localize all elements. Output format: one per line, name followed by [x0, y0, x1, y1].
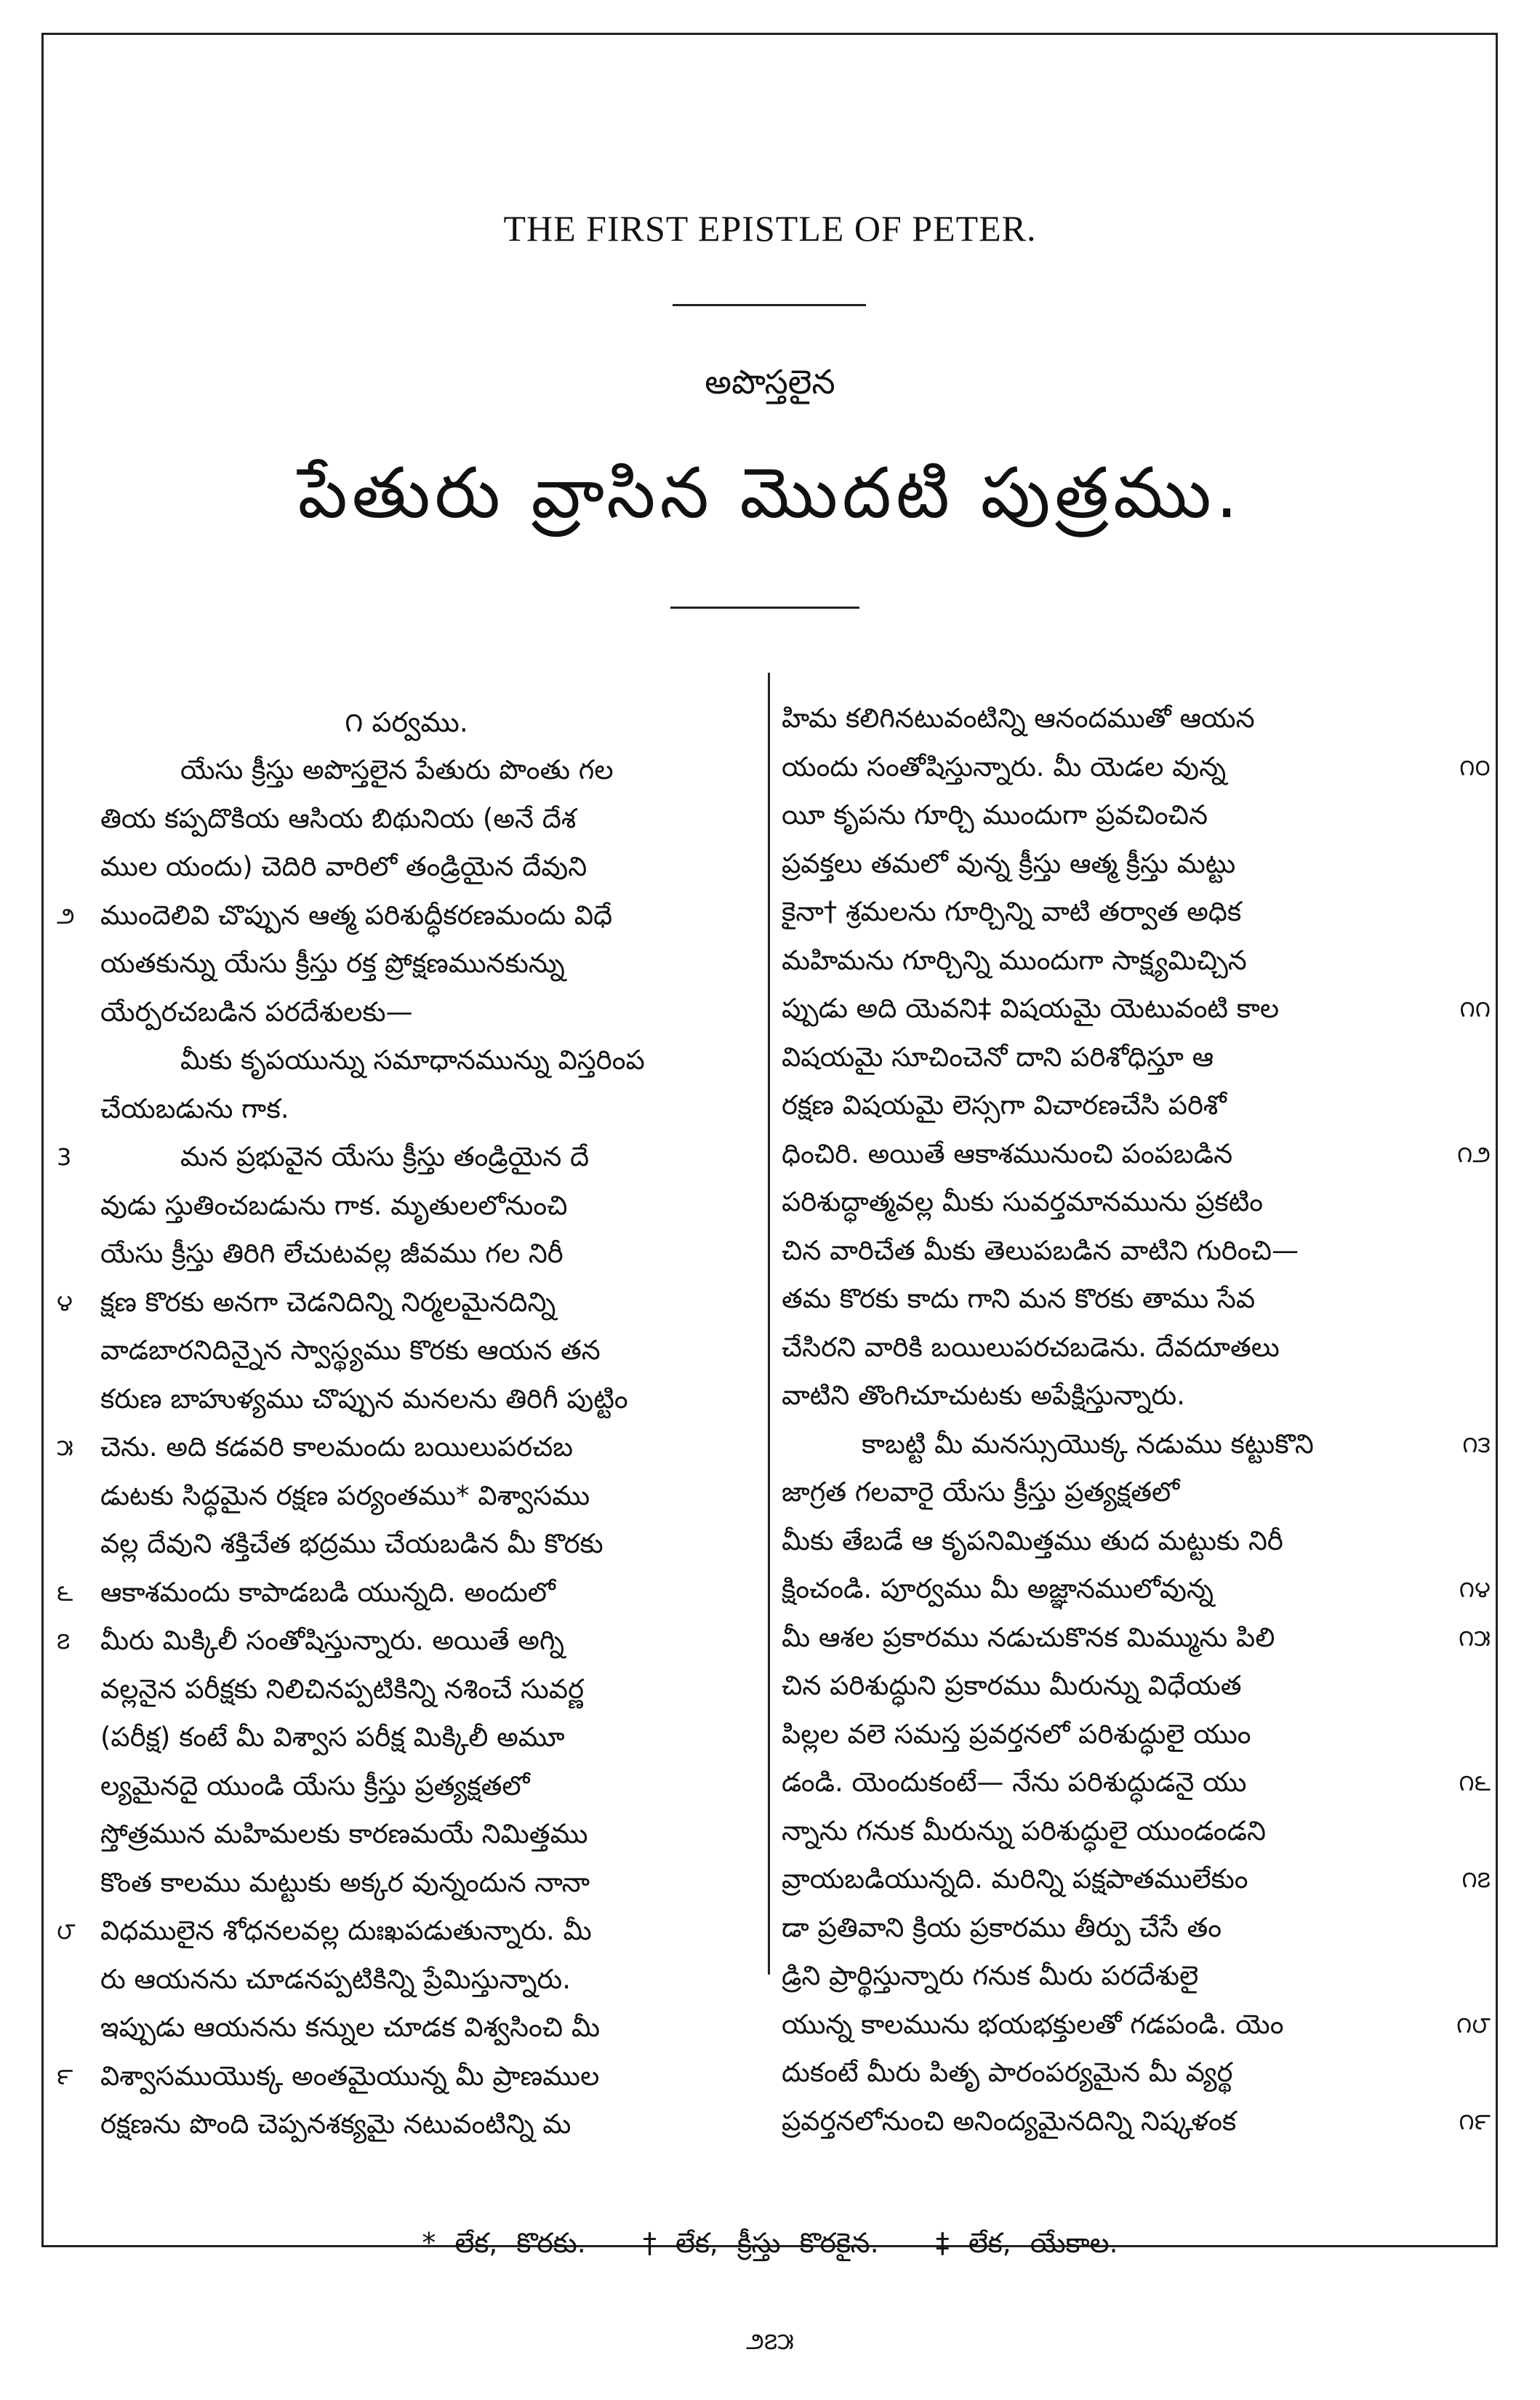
verse-text: వాటిని తొంగిచూచుటకు అపేక్షిస్తున్నారు. [782, 1380, 1185, 1411]
verse-text: కొంత కాలము మట్టుకు అక్కర వున్నందున నానా [100, 1866, 590, 1898]
text-line [782, 1130, 1491, 1179]
text-line [782, 1662, 1491, 1711]
verse-text: జాగ్రత గలవారై యేసు క్రీస్తు ప్రత్యక్షతలో [782, 1476, 1180, 1508]
text-line [782, 2049, 1491, 2097]
text-line [57, 1956, 756, 2004]
verse-number: ౪ [57, 1288, 73, 1316]
verse-text: న్నాను గనుక మీరున్ను పరిశుద్ధులై యుండండని [782, 1815, 1266, 1847]
text-line [782, 1275, 1491, 1324]
text-line [782, 1855, 1491, 1904]
text-line [782, 937, 1491, 985]
text-line [57, 2004, 756, 2052]
text-line [57, 1327, 756, 1375]
verse-text: దుకంటే మీరు పితృ పారంపర్యమైన మీ వ్యర్థ [782, 2057, 1233, 2088]
text-line [782, 1227, 1491, 1276]
verse-text: ప్రవర్తనలోనుంచి అనింద్యమైనదిన్ని నిష్కళంక [782, 2105, 1237, 2137]
verse-text: (పరీక్ష) కంటే మీ విశ్వాస పరీక్ష మిక్కిలీ అమూ [100, 1721, 565, 1753]
text-line [782, 1420, 1491, 1469]
verse-text: కైనా† శ్రమలను గూర్చిన్ని వాటి తర్వాత అధిక [782, 896, 1242, 927]
text-line [57, 1133, 756, 1182]
text-line [57, 1665, 756, 1714]
text-line [782, 1904, 1491, 1953]
verse-text: పిల్లల వలె సమస్త ప్రవర్తనలో పరిశుద్ధులై యుం [782, 1718, 1251, 1750]
verse-text: చిన వారిచేత మీకు తెలుపబడిన వాటిని గురించి— [782, 1234, 1299, 1266]
page-number: ౨౭౫ [746, 2327, 794, 2355]
verse-text: ల్యమైనదై యుండి యేసు క్రీస్తు ప్రత్యక్షతలో [100, 1769, 530, 1801]
verse-text: చిన పరిశుద్ధుని ప్రకారము మీరున్ను విధేయత [782, 1670, 1242, 1701]
text-line [57, 843, 756, 892]
verse-text: తియ కప్పదొకియ ఆసియ బిథునియ (అనే దేశ [100, 802, 577, 834]
verse-text: యతకున్ను యేసు క్రీస్తు రక్త ప్రోక్షణమునకున్ను [100, 948, 565, 979]
verse-text: డుటకు సిద్ధమైన రక్షణ పర్యంతము* విశ్వాసము [100, 1479, 590, 1511]
text-line [57, 1279, 756, 1327]
verse-text: రు ఆయనను చూడనప్పటికిన్ని ప్రేమిస్తున్నారు. [100, 1963, 571, 1995]
verse-text: కాబట్టి మీ మనస్సుయొక్క నడుము కట్టుకొని [862, 1428, 1314, 1460]
text-line [782, 985, 1491, 1033]
verse-text: విషయమై సూచించెనో దాని పరిశోధిస్తూ ఆ [782, 1041, 1214, 1073]
text-line [57, 892, 756, 940]
verse-text: స్తోత్రమున మహిమలకు కారణమయే నిమిత్తము [100, 1818, 588, 1849]
text-line [782, 1033, 1491, 1082]
verse-text: ప్రవక్తలు తమలో వున్న క్రీస్తు ఆత్మ క్రీస్తు మట్టు [782, 847, 1236, 879]
verse-number: ౧౧ [1459, 995, 1491, 1023]
verse-text: ధించిరి. అయితే ఆకాశమునుంచి పంపబడిన [782, 1137, 1233, 1169]
text-line [782, 1614, 1491, 1663]
verse-text: చేసిరని వారికి బయిలుపరచబడెను. దేవదూతలు [782, 1331, 1280, 1363]
verse-text: డండి. యెందుకంటే— నేను పరిశుద్ధుడనై యు [782, 1767, 1247, 1798]
verse-text: వ్రాయబడియున్నది. మరిన్ని పక్షపాతములేకుం [782, 1863, 1248, 1895]
text-line [57, 1762, 756, 1811]
verse-number: ౧౨ [1456, 1140, 1491, 1168]
text-line [782, 888, 1491, 937]
text-line [782, 1324, 1491, 1372]
title-divider-bottom [670, 607, 859, 609]
verse-text: యేర్పరచబడిన పరదేశులకు— [100, 996, 413, 1028]
title-divider-top [673, 304, 866, 306]
text-line [782, 1807, 1491, 1856]
text-line [782, 1952, 1491, 2001]
verse-number: ౧౪ [1459, 1575, 1491, 1603]
verse-number: ౧౫ [1458, 1623, 1491, 1652]
verse-number: ౧౩ [1462, 1430, 1491, 1458]
verse-text: క్షించండి. పూర్వము మీ అజ్ఞానములోవున్న [782, 1573, 1214, 1604]
verse-text: ఇప్పుడు ఆయనను కన్నుల చూడక విశ్వసించి మీ [100, 2012, 600, 2043]
text-line [57, 1810, 756, 1859]
verse-text: ముల యందు) చెదిరి వారిలో తండ్రియైన దేవుని [100, 851, 587, 882]
text-line [782, 1468, 1491, 1517]
text-line [57, 1472, 756, 1521]
verse-number: ౧౦ [1459, 753, 1491, 781]
chapter-heading: ౧ పర్వము. [345, 706, 468, 738]
verse-text: ఆకాశమందు కాపాడబడి యున్నది. అందులో [100, 1576, 556, 1608]
verse-number: 3 [57, 1143, 72, 1171]
text-line [782, 791, 1491, 840]
verse-text: హిమ కలిగినటువంటిన్ని ఆనందముతో ఆయన [782, 703, 1255, 734]
verse-text: కరుణ బాహుళ్యము చొప్పున మనలను తిరిగీ పుట్టిం [100, 1383, 628, 1415]
verse-text: డా ప్రతివాని క్రియ ప్రకారము తీర్పు చేసే తం [782, 1911, 1222, 1943]
verse-number: ౫ [57, 1433, 73, 1461]
verse-text: ప్పుడు అది యెవని‡ విషయమై యెటువంటి కాల [782, 993, 1280, 1024]
verse-text: యున్న కాలమును భయభక్తులతో గడపండి. యెం [782, 2008, 1284, 2040]
text-line [57, 1375, 756, 1424]
text-line [782, 1565, 1491, 1614]
verse-text: వల్ల దేవుని శక్తిచేత భద్రము చేయబడిన మీ కొరకు [100, 1528, 603, 1559]
text-line [57, 1907, 756, 1956]
text-line [57, 1617, 756, 1665]
verse-text: మహిమను గూర్చిన్ని ముందుగా సాక్ష్యమిచ్చిన [782, 944, 1247, 976]
verse-number: ౭ [57, 1627, 71, 1655]
verse-number: ౬ [57, 1578, 73, 1607]
verse-text: యందు సంతోషిస్తున్నారు. మీ యెడల వున్న [782, 751, 1227, 783]
text-line [57, 1859, 756, 1908]
text-line [57, 795, 756, 844]
verse-text: రక్షణను పొంది చెప్పనశక్యమై నటువంటిన్ని మ [100, 2108, 572, 2140]
verse-text: పరిశుద్ధాత్మవల్ల మీకు సువర్తమానమును ప్రకటిం [782, 1186, 1264, 1217]
verse-number: ౧౮ [1456, 2010, 1491, 2039]
text-line [57, 988, 756, 1037]
right-column [782, 695, 1491, 2145]
text-line [57, 1230, 756, 1279]
verse-number: ౨ [57, 901, 75, 929]
left-column [57, 698, 756, 2149]
text-line [57, 1036, 756, 1085]
text-line [782, 1711, 1491, 1759]
text-line [57, 2052, 756, 2101]
verse-text: డ్రిని ప్రార్థిస్తున్నారు గనుక మీరు పరదేశులై [782, 1960, 1199, 1991]
text-line [57, 940, 756, 988]
text-line [782, 695, 1491, 743]
verse-text: ముందెలివి చొప్పున ఆత్మ పరిశుద్ధీకరణమందు విధే [100, 899, 613, 931]
text-line [782, 1759, 1491, 1807]
text-line [782, 1517, 1491, 1566]
main-title: పేతురు వ్రాసిన మొదటి పుత్రము. [297, 452, 1243, 534]
footnotes [0, 2227, 1540, 2266]
footnote: ‡ లేక, యేకాల. [935, 2227, 1118, 2259]
verse-number: ౯ [57, 2062, 73, 2090]
english-title: THE FIRST EPISTLE OF PETER. [503, 208, 1037, 249]
verse-number: ౧౬ [1459, 1769, 1491, 1796]
text-line [782, 2097, 1491, 2146]
verse-text: చెను. అది కడవరి కాలమందు బయిలుపరచబ [100, 1431, 573, 1463]
verse-text: తమ కొరకు కాదు గాని మన కొరకు తాము సేవ [782, 1283, 1256, 1314]
column-divider [768, 673, 770, 1975]
verse-text: యేసు క్రీస్తు తిరిగి లేచుటవల్ల జీవము గల నిరీ [100, 1238, 564, 1269]
verse-text: రక్షణ విషయమై లెస్సగా విచారణచేసి పరిశో [782, 1089, 1227, 1121]
text-line [782, 743, 1491, 792]
verse-text: విధములైన శోధనలవల్ల దుఃఖపడుతున్నారు. మీ [100, 1915, 592, 1946]
verse-text: విశ్వాసముయొక్క అంతమైయున్న మీ ప్రాణముల [100, 2060, 600, 2092]
verse-text: యీ కృపను గూర్చి ముందుగా ప్రవచించిన [782, 799, 1208, 831]
verse-number: ౧౯ [1459, 2107, 1491, 2135]
text-line [782, 1081, 1491, 1130]
text-line [782, 1178, 1491, 1227]
verse-text: మీకు కృపయున్ను సమాధానమున్ను విస్తరింప [180, 1044, 645, 1076]
text-line [782, 1372, 1491, 1420]
verse-text: యేసు క్రీస్తు అపొస్తలైన పేతురు పొంతు గల [180, 754, 614, 785]
verse-text: చేయబడును గాక. [100, 1092, 289, 1124]
text-line [57, 1520, 756, 1569]
text-line [782, 2001, 1491, 2049]
subtitle: అపొస్తలైన [705, 362, 835, 401]
text-line [57, 746, 756, 795]
verse-text: క్షణ కొరకు అనగా చెడనిదిన్ని నిర్మలమైనదిన్ని [100, 1286, 556, 1318]
verse-number: ౮ [57, 1917, 76, 1945]
footnote: † లేక, క్రీస్తు కొరకైన. [642, 2227, 879, 2259]
verse-text: వాడబారనిదిన్నైన స్వాస్థ్యము కొరకు ఆయన తన [100, 1335, 601, 1366]
verse-text: మీరు మిక్కిలీ సంతోషిస్తున్నారు. అయితే అగ్ని [100, 1625, 564, 1656]
verse-text: వుడు స్తుతించబడును గాక. మృతులలోనుంచి [100, 1189, 568, 1221]
text-line [57, 1423, 756, 1472]
text-line [57, 1569, 756, 1617]
text-line [57, 1085, 756, 1134]
verse-text: మన ప్రభువైన యేసు క్రీస్తు తండ్రియైన దే [180, 1141, 590, 1172]
text-line [57, 1182, 756, 1231]
text-line [57, 2100, 756, 2149]
text-line [782, 840, 1491, 889]
footnote: * లేక, కొరకు. [422, 2227, 586, 2259]
text-line [57, 1713, 756, 1762]
verse-text: వల్లనైన పరీక్షకు నిలిచినప్పటికిన్ని నశించే సువర్ణ [100, 1673, 585, 1705]
verse-text: మీ ఆశల ప్రకారము నడుచుకొనక మిమ్మును పిలి [782, 1621, 1275, 1653]
verse-text: మీకు తేబడే ఆ కృపనిమిత్తము తుద మట్టుకు నిరీ [782, 1524, 1283, 1556]
verse-number: ౧౭ [1461, 1865, 1491, 1893]
